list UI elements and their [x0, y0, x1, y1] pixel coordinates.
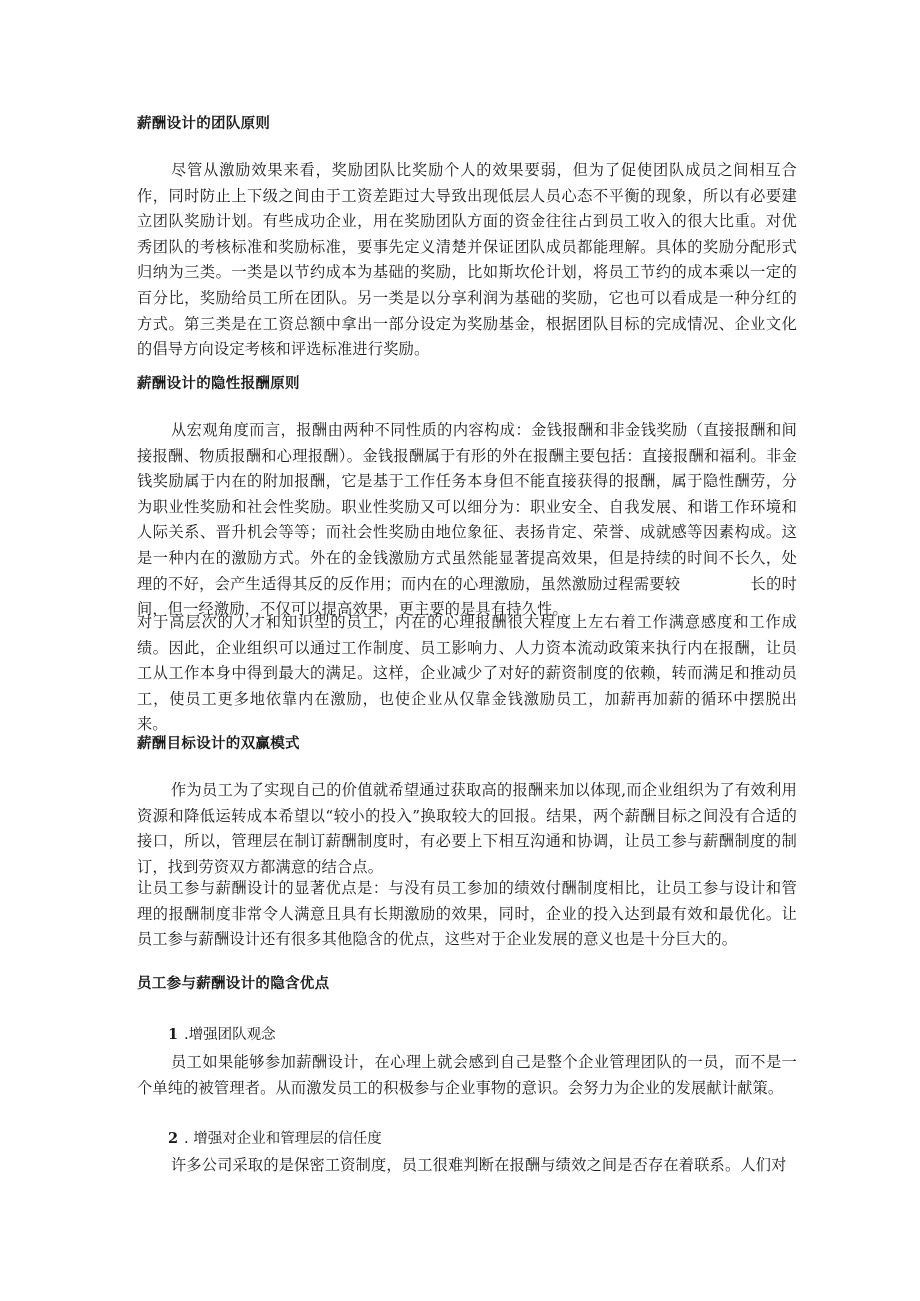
paragraph-high-level-talent: 对于高层次的人才和知识型的员工，内在的心理报酬很大程度上左右着工作满意感度和工作成绩。因此，企业组织可以通过工作制度、员工影响力、人力资本流动政策来执行内在报酬，让员工从工作本身中得到最大的满足。这样，企业减少了对好的薪资制度的依赖，转而满足和推动员工，使员工更多地依靠内在激励，也使企业从仅靠金钱激励员工，加薪再加薪的循环中摆脱出来。 [137, 613, 797, 734]
list-item-title-2 [168, 1129, 768, 1149]
paragraph-employee-participation: 让员工参与薪酬设计的显著优点是：与没有员工参加的绩效付酬制度相比，让员工参与设计和管理的报酬制度非常令人满意且具有长期激励的效果，同时，企业的投入达到最有效和最优化。让员工参与薪酬设计还有很多其他隐含的优点，这些对于企业发展的意义也是十分巨大的。 [137, 879, 797, 949]
list-item-title-1 [168, 1025, 768, 1045]
paragraph-team-principle: 尽管从激励效果来看，奖励团队比奖励个人的效果要弱，但为了促使团队成员之间相互合作，同时防止上下级之间由于工资差距过大导致出现低层人员心态不平衡的现象，所以有必要建立团队奖励计划。有些成功企业，用在奖励团队方面的资金往往占到员工收入的很大比重。对优秀团队的考核标准和奖励标准，要事先定义清楚并保证团队成员都能理解。具体的奖励分配形式归纳为三类。一类是以节约成本为基础的奖励，比如斯坎伦计划，将员工节约的成本乘以一定的百分比，奖励给员工所在团队。另一类是以分享利润为基础的奖励，它也可以看成是一种分红的方式。第三类是在工资总额中拿出一部分设定为奖励基金，根据团队目标的完成情况、企业文化的倡导方向设定考核和评选标准进行奖励。 [137, 161, 797, 359]
list-item-number: 2 [168, 1130, 179, 1147]
paragraph-hidden-reward-part1: 从宏观角度而言，报酬由两种不同性质的内容构成：金钱报酬和非金钱奖励（直接报酬和间接报酬、物质报酬和心理报酬）。金钱报酬属于有形的外在报酬主要包括：直接报酬和福利。非金钱奖励属于内在的附加报酬，它是基于工作任务本身但不能直接获得的报酬，属于隐性酬劳，分为职业性奖励和社会性奖励。职业性奖励又可以细分为：职业安全、自我发展、和谐工作环境和人际关系、晋升机会等等；而社会性奖励由地位象征、表扬肯定、荣誉、成就感等因素构成。这是一种内在的激励方式。外在的金钱激励方式虽然能显著提高效果，但是持续的时间不长久，处理的不好，会产生适得其反的反作用；而内在的心理激励，虽然激励过程需要较 [137, 421, 797, 593]
list-item-number: 1 [168, 1026, 179, 1043]
list-item-title: . 增强对企业和管理层的信任度 [184, 1131, 382, 1147]
section-heading-team-principle: 薪酬设计的团队原则 [137, 115, 271, 132]
paragraph-hidden-reward-part2: 长的时间，但一经激励，不仅可以提高效果，更主要的是具有持久性。 [137, 574, 798, 619]
section-heading-win-win-model: 薪酬目标设计的双赢模式 [137, 735, 300, 752]
paragraph-hidden-reward-principle [137, 418, 797, 623]
list-item-text-2: 许多公司采取的是保密工资制度，员工很难判断在报酬与绩效之间是否存在着联系。人们对 [171, 1156, 787, 1174]
section-heading-hidden-reward-principle: 薪酬设计的隐性报酬原则 [137, 375, 300, 392]
paragraph-win-win-model: 作为员工为了实现自己的价值就希望通过获取高的报酬来加以体现,而企业组织为了有效利用资源和降低运转成本希望以“较小的投入”换取较大的回报。结果，两个薪酬目标之间没有合适的接口，所以，管理层在制订薪酬制度时，有必要上下相互沟通和协调，让员工参与薪酬制度的制订，找到劳资双方都满意的结合点。 [137, 781, 797, 876]
section-heading-hidden-advantages: 员工参与薪酬设计的隐含优点 [137, 975, 330, 992]
list-item-title: .增强团队观念 [184, 1027, 276, 1043]
list-item-text-1: 员工如果能够参加薪酬设计，在心理上就会感到自己是整个企业管理团队的一员，而不是一个单纯的被管理者。从而激发员工的积极参与企业事物的意识。会努力为企业的发展献计献策。 [137, 1053, 797, 1097]
